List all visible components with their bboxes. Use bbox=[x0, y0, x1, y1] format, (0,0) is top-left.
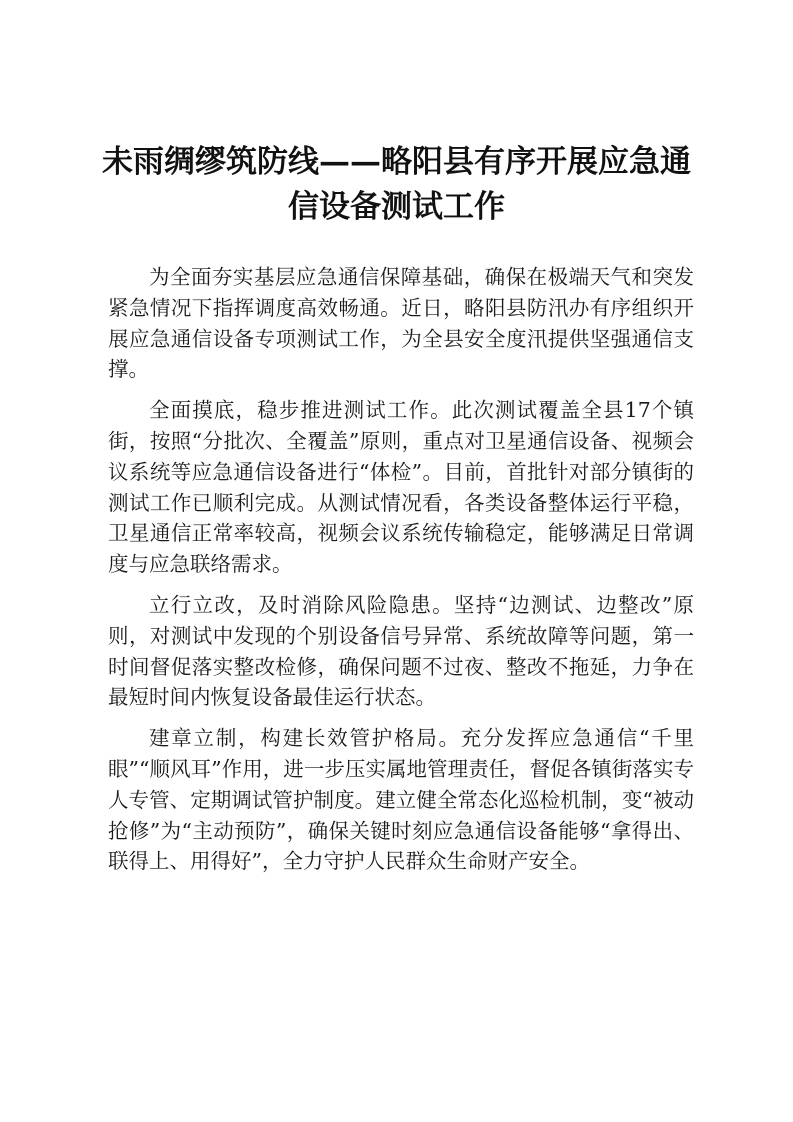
paragraph-testing: 全面摸底，稳步推进测试工作。此次测试覆盖全县17个镇街，按照“分批次、全覆盖”原则，重点对卫星通信设备、视频会议系统等应急通信设备进行“体检”。目前，首批针对部分镇街的测试工作已顺利完成。从测试情况看，各类设备整体运行平稳，卫星通信正常率较高，视频会议系统传输稳定，能够满足日常调度与应急联络需求。 bbox=[108, 398, 694, 577]
document-title bbox=[90, 140, 703, 230]
title-line-1: 未雨绸缪筑防线——略阳县有序开展应急通 bbox=[102, 144, 691, 180]
paragraph-intro: 为全面夯实基层应急通信保障基础，确保在极端天气和突发紧急情况下指挥调度高效畅通。近日，略阳县防汛办有序组织开展应急通信设备专项测试工作，为全县安全度汛提供坚强通信支撑。 bbox=[108, 265, 694, 382]
document-body bbox=[108, 262, 694, 887]
paragraph-rectification: 立行立改，及时消除风险隐患。坚持“边测试、边整改”原则，对测试中发现的个别设备信号异常、系统故障等问题，第一时间督促落实整改检修，确保问题不过夜、整改不拖延，力争在最短时间内恢复设备最佳运行状态。 bbox=[108, 592, 694, 710]
title-line-2: 信设备测试工作 bbox=[288, 189, 505, 225]
paragraph-mechanism: 建章立制，构建长效管护格局。充分发挥应急通信“千里眼”“顺风耳”作用，进一步压实属地管理责任，督促各镇街落实专人专管、定期调试管护制度。建立健全常态化巡检机制，变“被动抢修”为“主动预防”，确保关键时刻应急通信设备能够“拿得出、联得上、用得好”，全力守护人民群众生命财产安全。 bbox=[108, 726, 694, 874]
